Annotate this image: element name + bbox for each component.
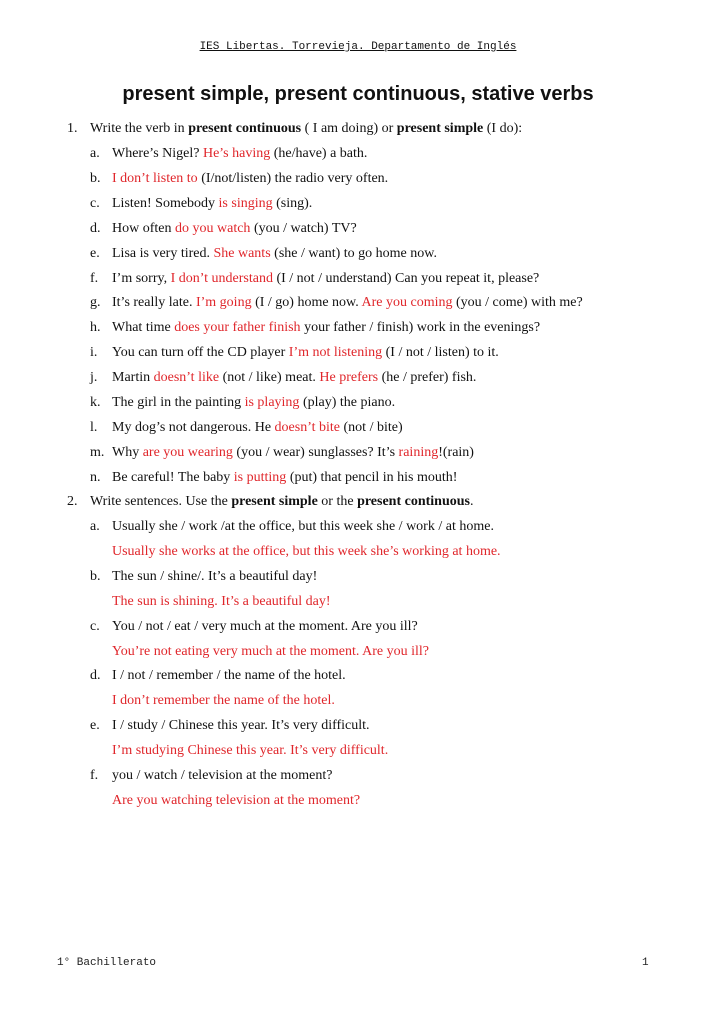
prompt-text: You / not / eat / very much at the moment. Are you ill? [112, 618, 418, 634]
prompt-text: What time [112, 320, 175, 336]
answer-text: doesn’t bite [274, 419, 341, 435]
answer-text: He’s having [202, 146, 271, 161]
prompt-text: (I / not / understand) Can you repeat it, please? [272, 270, 540, 286]
answer-text: is playing [244, 395, 300, 410]
answer-text: I’m going [195, 295, 252, 311]
item-letter: m. [90, 444, 105, 460]
item-letter: h. [90, 320, 101, 336]
item-letter: c. [90, 195, 100, 211]
item-text [112, 319, 540, 337]
page-header [0, 41, 716, 53]
exercise-item [0, 369, 716, 387]
answer-line [0, 792, 716, 810]
item-letter: b. [90, 170, 101, 186]
prompt-text: (you / watch) TV? [250, 220, 357, 236]
answer-text: The sun is shining. It’s a beautiful day! [112, 593, 331, 609]
item-text [112, 170, 388, 188]
item-text [112, 469, 457, 487]
prompt-text: (I / go) home now. [251, 295, 362, 311]
instruction-bold: present simple [396, 121, 484, 136]
prompt-text: (play) the piano. [299, 395, 396, 410]
item-letter: d. [90, 668, 101, 684]
exercise-item [0, 469, 716, 487]
item-text [112, 444, 474, 462]
answer-text: I’m studying Chinese this year. It’s very difficult. [112, 743, 389, 759]
exercise-item [0, 170, 716, 188]
prompt-text: It’s really late. [112, 295, 196, 311]
prompt-text: you / watch / television at the moment? [112, 768, 333, 783]
exercise-item [0, 220, 716, 238]
item-letter: c. [90, 618, 100, 634]
item-text [112, 220, 357, 238]
prompt-text: You can turn off the CD player [112, 345, 289, 361]
prompt-text: Where’s Nigel? [112, 146, 203, 161]
exercise-item [0, 270, 716, 288]
item-letter: i. [90, 345, 98, 361]
item-text [112, 344, 499, 362]
answer-text: You’re not eating very much at the moment. Are you ill? [112, 643, 430, 659]
prompt-text: I’m sorry, [112, 270, 171, 286]
item-letter: d. [90, 220, 101, 236]
prompt-text: !(rain) [438, 444, 474, 460]
exercise-item [0, 394, 716, 412]
answer-text: do you watch [175, 220, 251, 236]
prompt-text: Listen! Somebody [112, 195, 219, 211]
exercise-item [0, 419, 716, 437]
prompt-text: (not / like) meat. [219, 370, 320, 386]
answer-text: Are you watching television at the moment? [112, 792, 361, 808]
exercise-item [0, 319, 716, 337]
exercise-instruction [90, 493, 474, 511]
answer-text: are you wearing [142, 444, 233, 460]
exercise-item [0, 618, 716, 636]
prompt-text: (she / want) to go home now. [270, 245, 437, 261]
exercise-1-heading [0, 120, 716, 138]
item-letter: f. [90, 768, 99, 783]
answer-text: Are you coming [361, 295, 453, 311]
exercise-instruction [90, 120, 522, 138]
page-title: present simple, present continuous, stative verbs [122, 83, 594, 105]
prompt-text: The sun / shine/. It’s a beautiful day! [112, 568, 318, 584]
prompt-text: My dog’s not dangerous. He [112, 419, 275, 435]
item-text [112, 195, 312, 213]
answer-line [0, 742, 716, 760]
item-text [112, 394, 395, 412]
item-text [112, 294, 583, 312]
item-letter: j. [90, 370, 98, 386]
item-letter: l. [90, 419, 98, 435]
prompt-text: Why [112, 444, 143, 460]
answer-text: He prefers [319, 370, 379, 386]
prompt-text: Lisa is very tired. [112, 245, 214, 261]
item-text [112, 245, 437, 263]
exercise-item [0, 245, 716, 263]
prompt-text: (I / not / listen) to it. [382, 345, 499, 361]
instruction-text: Write sentences. Use the [90, 494, 232, 509]
exercise-item [0, 344, 716, 362]
header-text: IES Libertas. Torrevieja. Departamento de Inglés [199, 41, 517, 53]
item-letter: k. [90, 395, 101, 410]
prompt-text: Martin [112, 370, 154, 386]
item-text [112, 270, 539, 288]
prompt-text: (sing). [272, 195, 313, 211]
item-letter: e. [90, 245, 100, 261]
answer-line [0, 543, 716, 561]
page-number: 1 [642, 957, 649, 969]
answer-text: I don’t remember the name of the hotel. [112, 693, 335, 709]
exercise-item [0, 195, 716, 213]
item-text [112, 145, 367, 163]
item-letter: a. [90, 146, 100, 161]
answer-text: I don’t understand [170, 270, 273, 286]
exercise-number: 1. [67, 121, 78, 136]
answer-line [0, 593, 716, 611]
prompt-text: How often [112, 220, 175, 236]
prompt-text: Usually she / work /at the office, but this week she / work / at home. [112, 519, 494, 534]
prompt-text: your father / finish) work in the evenings? [300, 320, 541, 336]
prompt-text: The girl in the painting [112, 395, 245, 410]
exercise-number: 2. [67, 494, 78, 509]
exercise-item [0, 444, 716, 462]
item-letter: g. [90, 295, 101, 311]
exercise-item [0, 667, 716, 685]
prompt-text: (you / come) with me? [452, 295, 583, 311]
prompt-text: (you / wear) sunglasses? It’s [232, 444, 399, 460]
answer-text: is putting [233, 469, 287, 485]
item-letter: f. [90, 270, 99, 286]
footer-course: 1° Bachillerato [57, 957, 157, 969]
instruction-bold: present simple [231, 494, 318, 509]
instruction-text: Write the verb in [90, 121, 189, 136]
instruction-bold: present continuous [188, 121, 302, 136]
item-letter: n. [90, 469, 101, 485]
exercise-item [0, 145, 716, 163]
prompt-text: I / study / Chinese this year. It’s very difficult. [112, 718, 370, 734]
item-letter: a. [90, 519, 100, 534]
answer-text: I don’t listen to [112, 170, 198, 186]
instruction-text: ( I am doing) or [301, 121, 397, 136]
prompt-text: (put) that pencil in his mouth! [286, 469, 458, 485]
answer-text: is singing [218, 195, 273, 211]
instruction-text: or the [317, 494, 358, 509]
answer-line [0, 692, 716, 710]
exercise-item [0, 518, 716, 536]
prompt-text: (he/have) a bath. [270, 146, 368, 161]
prompt-text: I / not / remember / the name of the hotel. [112, 668, 346, 684]
exercise-item [0, 767, 716, 785]
prompt-text: Be careful! The baby [112, 469, 234, 485]
instruction-text: (I do): [483, 121, 523, 136]
answer-text: I’m not listening [288, 345, 383, 361]
answer-line [0, 643, 716, 661]
answer-text: Usually she works at the office, but this week she’s working at home. [112, 543, 501, 559]
exercise-item [0, 568, 716, 586]
answer-text: does your father finish [174, 320, 301, 336]
item-letter: b. [90, 568, 101, 584]
item-text [112, 369, 476, 387]
prompt-text: (not / bite) [340, 419, 403, 435]
exercise-item [0, 717, 716, 735]
item-letter: e. [90, 718, 100, 734]
answer-text: doesn’t like [153, 370, 220, 386]
exercise-2-heading [0, 493, 716, 511]
exercise-item [0, 294, 716, 312]
instruction-bold: present continuous [357, 494, 470, 509]
instruction-text: . [470, 494, 474, 509]
answer-text: raining [398, 444, 439, 460]
prompt-text: (he / prefer) fish. [378, 370, 477, 386]
answer-text: She wants [213, 245, 271, 261]
item-text [112, 419, 403, 437]
prompt-text: (I/not/listen) the radio very often. [197, 170, 389, 186]
